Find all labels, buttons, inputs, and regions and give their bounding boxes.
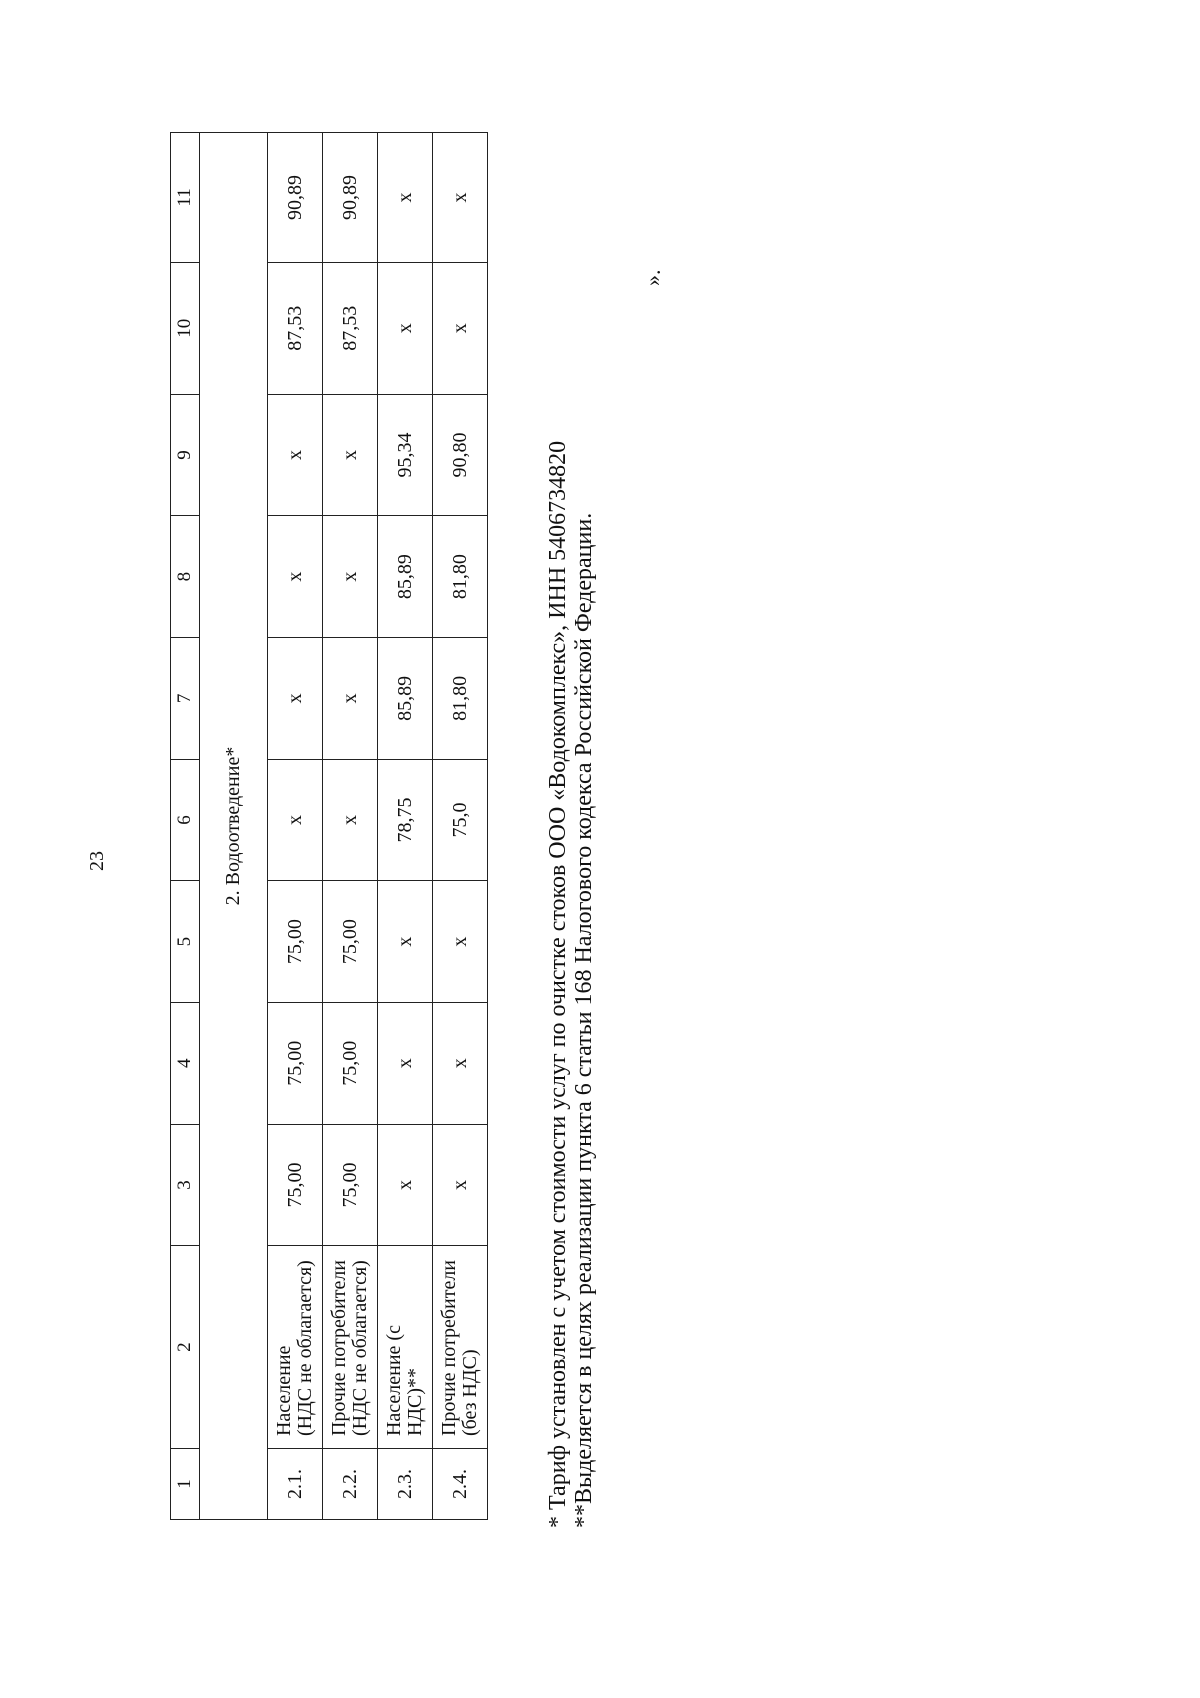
row-index: 2.2. [323, 1449, 378, 1520]
table-row [268, 133, 323, 1520]
table-cell: x [378, 262, 433, 394]
table-cell: 75,00 [323, 1002, 378, 1124]
column-number: 11 [171, 133, 200, 263]
table-cell: 78,75 [378, 759, 433, 881]
table-cell: x [433, 262, 488, 394]
table-cell: x [268, 637, 323, 759]
table-cell: 90,80 [433, 394, 488, 516]
column-number: 8 [171, 516, 200, 638]
table-row [323, 133, 378, 1520]
table-cell: 75,00 [268, 1124, 323, 1246]
column-number: 7 [171, 637, 200, 759]
table-cell: 75,00 [323, 881, 378, 1003]
table-cell: 87,53 [268, 262, 323, 394]
table-cell: x [268, 516, 323, 638]
column-number: 1 [171, 1449, 200, 1520]
row-name-line2: (без НДС) [459, 1349, 481, 1437]
table-cell: 75,0 [433, 759, 488, 881]
row-name-line1: Прочие потребители [438, 1259, 460, 1437]
row-name-line1: Прочие потребители [328, 1259, 350, 1437]
table-cell: x [378, 881, 433, 1003]
table-cell: 85,89 [378, 516, 433, 638]
row-name [268, 1246, 323, 1449]
table-cell: x [433, 133, 488, 263]
table-cell: 90,89 [268, 133, 323, 263]
table-cell: 85,89 [378, 637, 433, 759]
footnotes [545, 188, 598, 1528]
column-number: 10 [171, 262, 200, 394]
footnote-wastewater: * Тариф установлен с учетом стоимости услуг по очистке стоков ООО «Водокомплекс», ИНН 5406734820 [545, 440, 571, 1528]
row-name-line1: Население [273, 1345, 295, 1437]
column-number: 4 [171, 1002, 200, 1124]
table-cell: x [268, 759, 323, 881]
row-index: 2.4. [433, 1449, 488, 1520]
column-number: 3 [171, 1124, 200, 1246]
table-cell: 81,80 [433, 637, 488, 759]
table-cell: 75,00 [268, 1002, 323, 1124]
row-name [323, 1246, 378, 1449]
column-number: 6 [171, 759, 200, 881]
table-cell: x [433, 881, 488, 1003]
table-cell: x [323, 394, 378, 516]
table-cell: x [378, 1002, 433, 1124]
tariff-table [170, 132, 488, 1520]
table-cell: x [378, 1124, 433, 1246]
table-row [378, 133, 433, 1520]
column-number: 9 [171, 394, 200, 516]
row-index: 2.1. [268, 1449, 323, 1520]
row-name [378, 1246, 433, 1449]
table-cell: 75,00 [323, 1124, 378, 1246]
row-index: 2.3. [378, 1449, 433, 1520]
column-number: 5 [171, 881, 200, 1003]
table-cell: x [433, 1124, 488, 1246]
table-row [433, 133, 488, 1520]
table-cell: 75,00 [268, 881, 323, 1003]
row-name-line2: (НДС не облагается) [294, 1260, 316, 1437]
column-number-row [171, 133, 200, 1520]
table-cell: x [323, 759, 378, 881]
row-name-line2: (НДС не облагается) [349, 1260, 371, 1437]
table-cell: 95,34 [378, 394, 433, 516]
table-cell: x [323, 516, 378, 638]
section-title: 2. Водоотведение* [200, 133, 268, 1520]
table-cell: 81,80 [433, 516, 488, 638]
table-cell: 90,89 [323, 133, 378, 263]
footnote-vat: **Выделяется в целях реализации пункта 6 статьи 168 Налогового кодекса Российской Федерации. [571, 512, 598, 1528]
column-number: 2 [171, 1246, 200, 1449]
table-cell: x [268, 394, 323, 516]
closing-quote: ». [640, 269, 665, 286]
table-cell: x [323, 637, 378, 759]
table-cell: 87,53 [323, 262, 378, 394]
table-cell: x [433, 1002, 488, 1124]
section-row [200, 133, 268, 1520]
row-name-line1: Население (с НДС)** [383, 1325, 426, 1437]
page-number: 23 [86, 851, 108, 871]
rotated-content [0, 150, 1200, 1698]
row-name [433, 1246, 488, 1449]
table-cell: x [378, 133, 433, 263]
